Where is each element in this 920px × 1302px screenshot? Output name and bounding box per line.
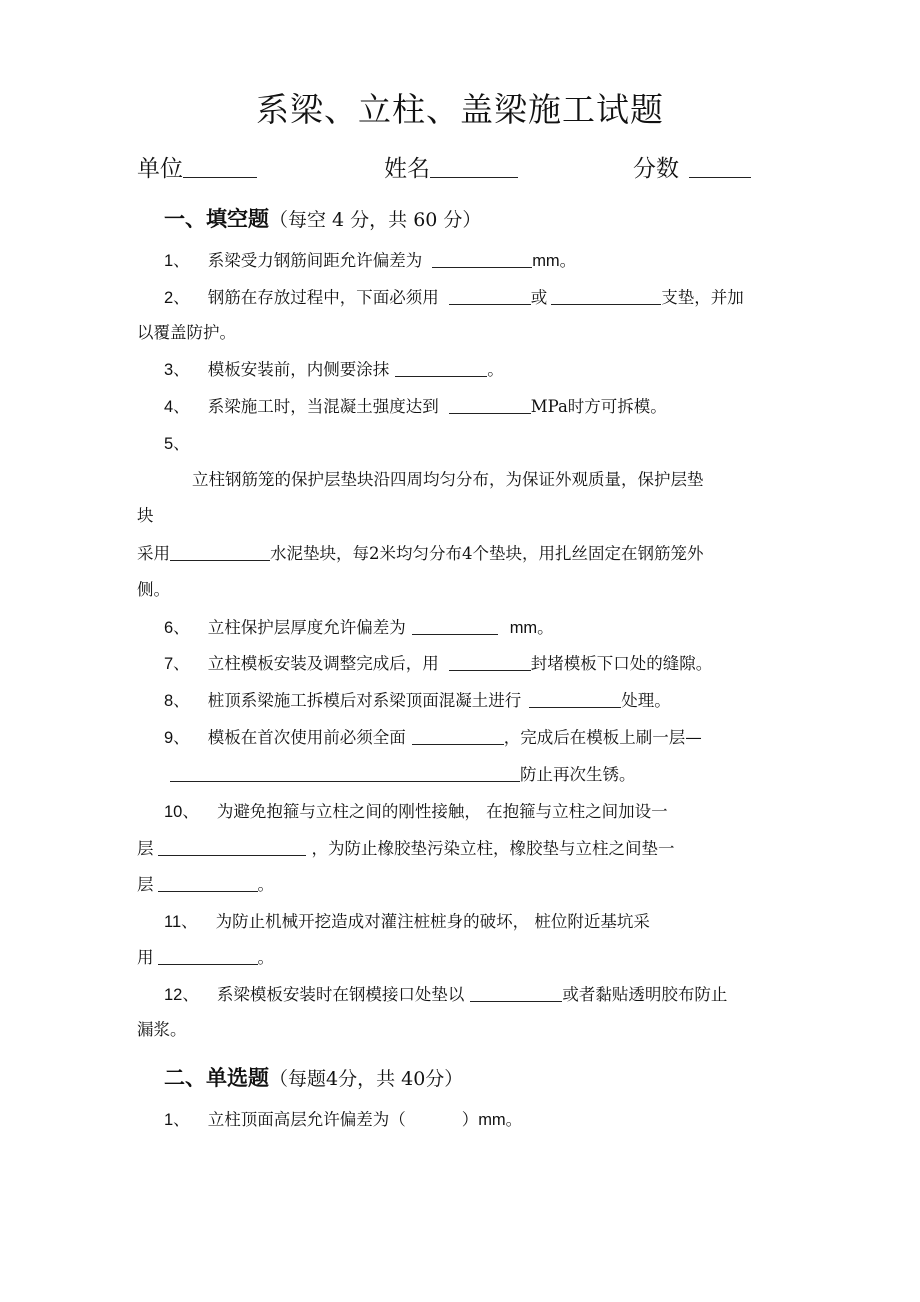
answer-blank[interactable] xyxy=(170,544,270,561)
question-5-line1: 立柱钢筋笼的保护层垫块沿四周均匀分布，为保证外观质量，保护层垫 xyxy=(192,470,704,489)
question-2: 2、 钢筋在存放过程中，下面必须用 或 支垫，并加 xyxy=(164,288,744,307)
answer-blank[interactable] xyxy=(412,728,504,745)
name-field xyxy=(384,150,518,183)
question-6: 6、 立柱保护层厚度允许偏差为 mm。 xyxy=(164,618,554,637)
question-5-line4: 侧。 xyxy=(137,580,170,599)
answer-blank[interactable] xyxy=(412,618,498,635)
page-title: 系梁、立柱、盖梁施工试题 xyxy=(256,90,664,129)
name-blank[interactable] xyxy=(430,155,518,178)
answer-blank[interactable] xyxy=(395,360,487,377)
section-single-choice-heading: 二、单选题（每题4分，共 40分） xyxy=(164,1066,464,1090)
answer-blank[interactable] xyxy=(449,654,531,671)
unit-blank[interactable] xyxy=(183,155,257,178)
question-3: 3、 模板安装前，内侧要涂抹 。 xyxy=(164,360,504,379)
answer-blank[interactable] xyxy=(449,397,531,414)
answer-blank[interactable] xyxy=(449,288,531,305)
answer-blank[interactable] xyxy=(432,251,532,268)
score-blank[interactable] xyxy=(689,155,751,178)
question-12-cont: 漏浆。 xyxy=(137,1020,187,1039)
question-10-line2: 层 ，为防止橡胶垫污染立柱，橡胶垫与立柱之间垫一 xyxy=(137,839,675,858)
answer-blank[interactable] xyxy=(158,948,258,965)
question-11-line2: 用 。 xyxy=(137,948,274,967)
answer-blank[interactable] xyxy=(529,691,621,708)
question-4: 4、 系梁施工时，当混凝土强度达到 MPa时方可拆模。 xyxy=(164,397,667,416)
score-label: 分数 xyxy=(633,156,679,182)
question-5-line2: 块 xyxy=(137,506,154,525)
question-2-cont: 以覆盖防护。 xyxy=(137,323,236,342)
choice-question-1: 1、 立柱顶面高层允许偏差为（ ）mm。 xyxy=(164,1110,523,1129)
question-5-line3: 采用 水泥垫块，每2米均匀分布4个垫块，用扎丝固定在钢筋笼外 xyxy=(137,544,704,563)
question-7: 7、 立柱模板安装及调整完成后，用 封堵模板下口处的缝隙。 xyxy=(164,654,713,673)
name-label: 姓名 xyxy=(384,156,430,182)
answer-blank[interactable] xyxy=(551,288,661,305)
question-12: 12、 系梁模板安装时在钢模接口处垫以 或者黏贴透明胶布防止 xyxy=(164,985,728,1004)
question-9: 9、 模板在首次使用前必须全面 ，完成后在模板上刷一层— xyxy=(164,728,702,747)
answer-blank[interactable] xyxy=(470,985,562,1002)
question-10: 10、 为避免抱箍与立柱之间的刚性接触， 在抱箍与立柱之间加设一 xyxy=(164,802,668,821)
answer-blank[interactable] xyxy=(158,839,306,856)
question-8: 8、 桩顶系梁施工拆模后对系梁顶面混凝土进行 处理。 xyxy=(164,691,671,710)
question-1: 1、 系梁受力钢筋间距允许偏差为 mm。 xyxy=(164,251,577,270)
question-11: 11、 为防止机械开挖造成对灌注桩桩身的破坏， 桩位附近基坑采 xyxy=(164,912,650,931)
score-field xyxy=(633,150,751,183)
section-fill-blank-heading: 一、填空题（每空 4 分，共 60 分） xyxy=(164,207,482,231)
question-9-cont: 防止再次生锈。 xyxy=(170,765,636,785)
question-10-line3: 层 。 xyxy=(137,875,274,894)
answer-blank[interactable] xyxy=(158,875,258,892)
answer-blank[interactable] xyxy=(170,765,520,782)
unit-label: 单位 xyxy=(137,156,183,182)
unit-field xyxy=(137,150,257,183)
question-5: 5、 xyxy=(164,435,190,453)
